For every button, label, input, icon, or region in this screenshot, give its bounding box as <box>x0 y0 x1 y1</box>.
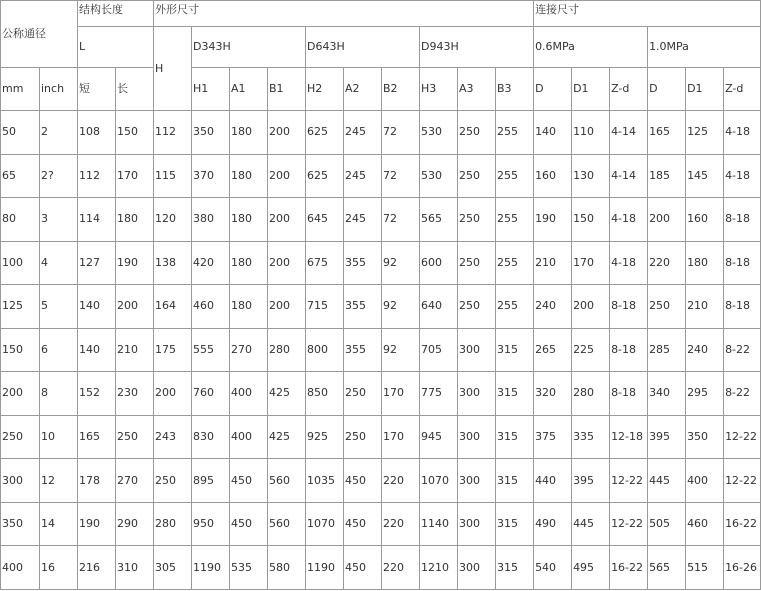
col-h1: H1 <box>192 68 230 111</box>
table-cell: 200 <box>268 111 306 155</box>
table-cell: 165 <box>78 415 116 459</box>
table-cell: 210 <box>686 285 724 329</box>
table-row <box>1 546 761 590</box>
table-cell: 355 <box>344 241 382 285</box>
table-cell: 945 <box>420 415 458 459</box>
table-cell: 4-18 <box>724 154 761 198</box>
table-cell: 8-18 <box>610 328 648 372</box>
table-cell: 150 <box>1 328 40 372</box>
table-cell: 645 <box>306 198 344 242</box>
table-cell: 245 <box>344 154 382 198</box>
table-cell: 315 <box>496 328 534 372</box>
table-cell: 420 <box>192 241 230 285</box>
header-connection-dimensions: 连接尺寸 <box>534 1 761 27</box>
col-short: 短 <box>78 68 116 111</box>
table-cell: 760 <box>192 372 230 416</box>
table-cell: 375 <box>534 415 572 459</box>
table-cell: 355 <box>344 285 382 329</box>
col-a1: A1 <box>230 68 268 111</box>
table-cell: 1070 <box>306 502 344 546</box>
table-cell: 675 <box>306 241 344 285</box>
table-cell: 165 <box>648 111 686 155</box>
table-cell: 250 <box>154 459 192 503</box>
table-cell: 580 <box>268 546 306 590</box>
table-cell: 600 <box>420 241 458 285</box>
col-a2: A2 <box>344 68 382 111</box>
table-cell: 285 <box>648 328 686 372</box>
col-zd-1-0mpa: Z-d <box>724 68 761 111</box>
table-cell: 130 <box>572 154 610 198</box>
table-cell: 200 <box>154 372 192 416</box>
table-cell: 300 <box>458 415 496 459</box>
table-cell: 175 <box>154 328 192 372</box>
table-cell: 290 <box>116 502 154 546</box>
table-cell: 65 <box>1 154 40 198</box>
table-cell: 220 <box>382 546 420 590</box>
table-cell: 250 <box>458 285 496 329</box>
table-cell: 72 <box>382 154 420 198</box>
table-cell: 350 <box>192 111 230 155</box>
table-row <box>1 154 761 198</box>
table-cell: 2? <box>40 154 78 198</box>
table-cell: 250 <box>458 111 496 155</box>
table-cell: 92 <box>382 328 420 372</box>
table-cell: 250 <box>1 415 40 459</box>
table-cell: 120 <box>154 198 192 242</box>
table-cell: 530 <box>420 111 458 155</box>
table-cell: 450 <box>344 546 382 590</box>
table-cell: 200 <box>572 285 610 329</box>
table-cell: 335 <box>572 415 610 459</box>
table-cell: 425 <box>268 372 306 416</box>
table-cell: 180 <box>230 241 268 285</box>
table-cell: 1070 <box>420 459 458 503</box>
table-cell: 160 <box>534 154 572 198</box>
col-mm: mm <box>1 68 40 111</box>
table-cell: 250 <box>458 241 496 285</box>
table-cell: 400 <box>230 415 268 459</box>
table-cell: 245 <box>344 198 382 242</box>
table-cell: 12-18 <box>610 415 648 459</box>
table-cell: 12-22 <box>724 459 761 503</box>
table-cell: 315 <box>496 546 534 590</box>
table-cell: 3 <box>40 198 78 242</box>
table-cell: 250 <box>116 415 154 459</box>
table-cell: 440 <box>534 459 572 503</box>
table-cell: 127 <box>78 241 116 285</box>
col-h2: H2 <box>306 68 344 111</box>
table-cell: 216 <box>78 546 116 590</box>
table-cell: 300 <box>458 502 496 546</box>
header-model-D643H: D643H <box>306 27 420 68</box>
table-cell: 160 <box>686 198 724 242</box>
table-cell: 370 <box>192 154 230 198</box>
table-cell: 180 <box>116 198 154 242</box>
table-cell: 112 <box>154 111 192 155</box>
table-cell: 340 <box>648 372 686 416</box>
table-cell: 110 <box>572 111 610 155</box>
table-cell: 4-18 <box>610 241 648 285</box>
table-cell: 280 <box>572 372 610 416</box>
table-cell: 460 <box>686 502 724 546</box>
table-cell: 565 <box>420 198 458 242</box>
table-cell: 16-26 <box>724 546 761 590</box>
table-cell: 72 <box>382 111 420 155</box>
header-structural-length: 结构长度 <box>78 1 154 27</box>
table-cell: 4-18 <box>724 111 761 155</box>
table-cell: 280 <box>268 328 306 372</box>
table-cell: 140 <box>78 285 116 329</box>
table-cell: 705 <box>420 328 458 372</box>
table-row <box>1 372 761 416</box>
table-cell: 8-18 <box>724 241 761 285</box>
table-cell: 8-18 <box>724 285 761 329</box>
table-cell: 115 <box>154 154 192 198</box>
table-cell: 80 <box>1 198 40 242</box>
table-cell: 300 <box>458 372 496 416</box>
col-h3: H3 <box>420 68 458 111</box>
table-cell: 255 <box>496 241 534 285</box>
table-cell: 490 <box>534 502 572 546</box>
table-cell: 138 <box>154 241 192 285</box>
table-cell: 178 <box>78 459 116 503</box>
table-cell: 280 <box>154 502 192 546</box>
table-row <box>1 241 761 285</box>
table-cell: 300 <box>1 459 40 503</box>
table-row <box>1 415 761 459</box>
table-cell: 240 <box>534 285 572 329</box>
table-cell: 4-14 <box>610 111 648 155</box>
table-cell: 450 <box>230 502 268 546</box>
table-cell: 190 <box>534 198 572 242</box>
table-cell: 190 <box>78 502 116 546</box>
table-cell: 10 <box>40 415 78 459</box>
table-cell: 140 <box>534 111 572 155</box>
table-cell: 230 <box>116 372 154 416</box>
table-cell: 775 <box>420 372 458 416</box>
table-cell: 295 <box>686 372 724 416</box>
table-cell: 245 <box>344 111 382 155</box>
header-nominal-diameter: 公称通径 <box>1 1 78 68</box>
table-cell: 315 <box>496 415 534 459</box>
table-cell: 170 <box>116 154 154 198</box>
table-cell: 250 <box>648 285 686 329</box>
table-cell: 255 <box>496 111 534 155</box>
table-cell: 92 <box>382 241 420 285</box>
col-long: 长 <box>116 68 154 111</box>
table-cell: 16-22 <box>724 502 761 546</box>
table-cell: 560 <box>268 459 306 503</box>
table-cell: 220 <box>382 502 420 546</box>
table-cell: 8-18 <box>610 285 648 329</box>
table-cell: 1140 <box>420 502 458 546</box>
table-cell: 270 <box>230 328 268 372</box>
table-cell: 315 <box>496 502 534 546</box>
table-row <box>1 111 761 155</box>
table-cell: 200 <box>1 372 40 416</box>
table-cell: 565 <box>648 546 686 590</box>
table-cell: 14 <box>40 502 78 546</box>
table-cell: 400 <box>1 546 40 590</box>
table-cell: 450 <box>344 502 382 546</box>
table-cell: 8-22 <box>724 372 761 416</box>
table-cell: 830 <box>192 415 230 459</box>
table-row <box>1 198 761 242</box>
table-cell: 1190 <box>306 546 344 590</box>
table-cell: 170 <box>572 241 610 285</box>
table-cell: 640 <box>420 285 458 329</box>
table-cell: 152 <box>78 372 116 416</box>
table-body <box>1 111 761 590</box>
table-cell: 250 <box>344 372 382 416</box>
table-cell: 250 <box>458 154 496 198</box>
col-inch: inch <box>40 68 78 111</box>
table-cell: 50 <box>1 111 40 155</box>
table-cell: 255 <box>496 154 534 198</box>
table-cell: 100 <box>1 241 40 285</box>
table-cell: 4 <box>40 241 78 285</box>
table-cell: 92 <box>382 285 420 329</box>
table-cell: 2 <box>40 111 78 155</box>
header-L: L <box>78 27 154 68</box>
table-cell: 800 <box>306 328 344 372</box>
table-cell: 535 <box>230 546 268 590</box>
table-cell: 850 <box>306 372 344 416</box>
table-cell: 380 <box>192 198 230 242</box>
table-row <box>1 459 761 503</box>
col-d-1-0mpa: D <box>648 68 686 111</box>
table-cell: 220 <box>648 241 686 285</box>
table-cell: 12-22 <box>724 415 761 459</box>
table-cell: 12-22 <box>610 459 648 503</box>
table-cell: 255 <box>496 285 534 329</box>
table-cell: 6 <box>40 328 78 372</box>
header-H: H <box>154 27 192 111</box>
table-cell: 170 <box>382 415 420 459</box>
table-cell: 320 <box>534 372 572 416</box>
table-cell: 350 <box>1 502 40 546</box>
table-cell: 315 <box>496 459 534 503</box>
table-cell: 164 <box>154 285 192 329</box>
table-cell: 145 <box>686 154 724 198</box>
table-cell: 925 <box>306 415 344 459</box>
table-cell: 350 <box>686 415 724 459</box>
table-cell: 950 <box>192 502 230 546</box>
table-cell: 400 <box>686 459 724 503</box>
table-cell: 200 <box>268 285 306 329</box>
table-cell: 210 <box>116 328 154 372</box>
table-cell: 16-22 <box>610 546 648 590</box>
table-cell: 185 <box>648 154 686 198</box>
table-cell: 8-18 <box>610 372 648 416</box>
table-cell: 445 <box>572 502 610 546</box>
table-cell: 190 <box>116 241 154 285</box>
col-b3: B3 <box>496 68 534 111</box>
table-cell: 8-18 <box>724 198 761 242</box>
col-d-0-6mpa: D <box>534 68 572 111</box>
header-pressure-0-6mpa: 0.6MPa <box>534 27 648 68</box>
col-d1-0-6mpa: D1 <box>572 68 610 111</box>
table-cell: 240 <box>686 328 724 372</box>
table-cell: 505 <box>648 502 686 546</box>
table-cell: 16 <box>40 546 78 590</box>
table-cell: 108 <box>78 111 116 155</box>
table-cell: 625 <box>306 154 344 198</box>
table-cell: 180 <box>686 241 724 285</box>
col-b1: B1 <box>268 68 306 111</box>
table-cell: 180 <box>230 198 268 242</box>
col-d1-1-0mpa: D1 <box>686 68 724 111</box>
table-cell: 300 <box>458 328 496 372</box>
table-cell: 8-22 <box>724 328 761 372</box>
table-cell: 355 <box>344 328 382 372</box>
table-cell: 715 <box>306 285 344 329</box>
table-cell: 305 <box>154 546 192 590</box>
table-cell: 180 <box>230 285 268 329</box>
table-cell: 395 <box>648 415 686 459</box>
table-cell: 180 <box>230 154 268 198</box>
table-cell: 450 <box>344 459 382 503</box>
table-cell: 125 <box>686 111 724 155</box>
table-cell: 895 <box>192 459 230 503</box>
table-cell: 555 <box>192 328 230 372</box>
table-cell: 515 <box>686 546 724 590</box>
table-row <box>1 328 761 372</box>
table-cell: 460 <box>192 285 230 329</box>
table-cell: 125 <box>1 285 40 329</box>
table-cell: 530 <box>420 154 458 198</box>
table-cell: 540 <box>534 546 572 590</box>
header-pressure-1-0mpa: 1.0MPa <box>648 27 761 68</box>
table-cell: 495 <box>572 546 610 590</box>
table-cell: 560 <box>268 502 306 546</box>
table-cell: 300 <box>458 459 496 503</box>
table-cell: 270 <box>116 459 154 503</box>
table-cell: 4-18 <box>610 198 648 242</box>
table-cell: 12-22 <box>610 502 648 546</box>
table-cell: 1210 <box>420 546 458 590</box>
table-cell: 450 <box>230 459 268 503</box>
table-cell: 5 <box>40 285 78 329</box>
table-cell: 112 <box>78 154 116 198</box>
table-cell: 12 <box>40 459 78 503</box>
header-outline-dimensions: 外形尺寸 <box>154 1 534 27</box>
table-cell: 72 <box>382 198 420 242</box>
col-a3: A3 <box>458 68 496 111</box>
table-cell: 300 <box>458 546 496 590</box>
table-row <box>1 285 761 329</box>
table-cell: 250 <box>344 415 382 459</box>
table-row <box>1 502 761 546</box>
table-cell: 150 <box>572 198 610 242</box>
table-cell: 200 <box>268 198 306 242</box>
table-cell: 400 <box>230 372 268 416</box>
table-cell: 425 <box>268 415 306 459</box>
table-cell: 200 <box>648 198 686 242</box>
table-cell: 1035 <box>306 459 344 503</box>
table-cell: 150 <box>116 111 154 155</box>
table-cell: 445 <box>648 459 686 503</box>
table-cell: 265 <box>534 328 572 372</box>
table-cell: 310 <box>116 546 154 590</box>
table-cell: 170 <box>382 372 420 416</box>
table-cell: 625 <box>306 111 344 155</box>
table-cell: 255 <box>496 198 534 242</box>
table-cell: 315 <box>496 372 534 416</box>
col-b2: B2 <box>382 68 420 111</box>
table-cell: 1190 <box>192 546 230 590</box>
table-cell: 4-14 <box>610 154 648 198</box>
table-cell: 210 <box>534 241 572 285</box>
col-zd-0-6mpa: Z-d <box>610 68 648 111</box>
table-cell: 250 <box>458 198 496 242</box>
table-cell: 8 <box>40 372 78 416</box>
table-cell: 225 <box>572 328 610 372</box>
table-cell: 114 <box>78 198 116 242</box>
table-cell: 200 <box>268 241 306 285</box>
table-cell: 243 <box>154 415 192 459</box>
header-model-D343H: D343H <box>192 27 306 68</box>
table-cell: 200 <box>116 285 154 329</box>
table-cell: 395 <box>572 459 610 503</box>
table-cell: 140 <box>78 328 116 372</box>
table-cell: 200 <box>268 154 306 198</box>
table-cell: 220 <box>382 459 420 503</box>
table-cell: 180 <box>230 111 268 155</box>
header-model-D943H: D943H <box>420 27 534 68</box>
